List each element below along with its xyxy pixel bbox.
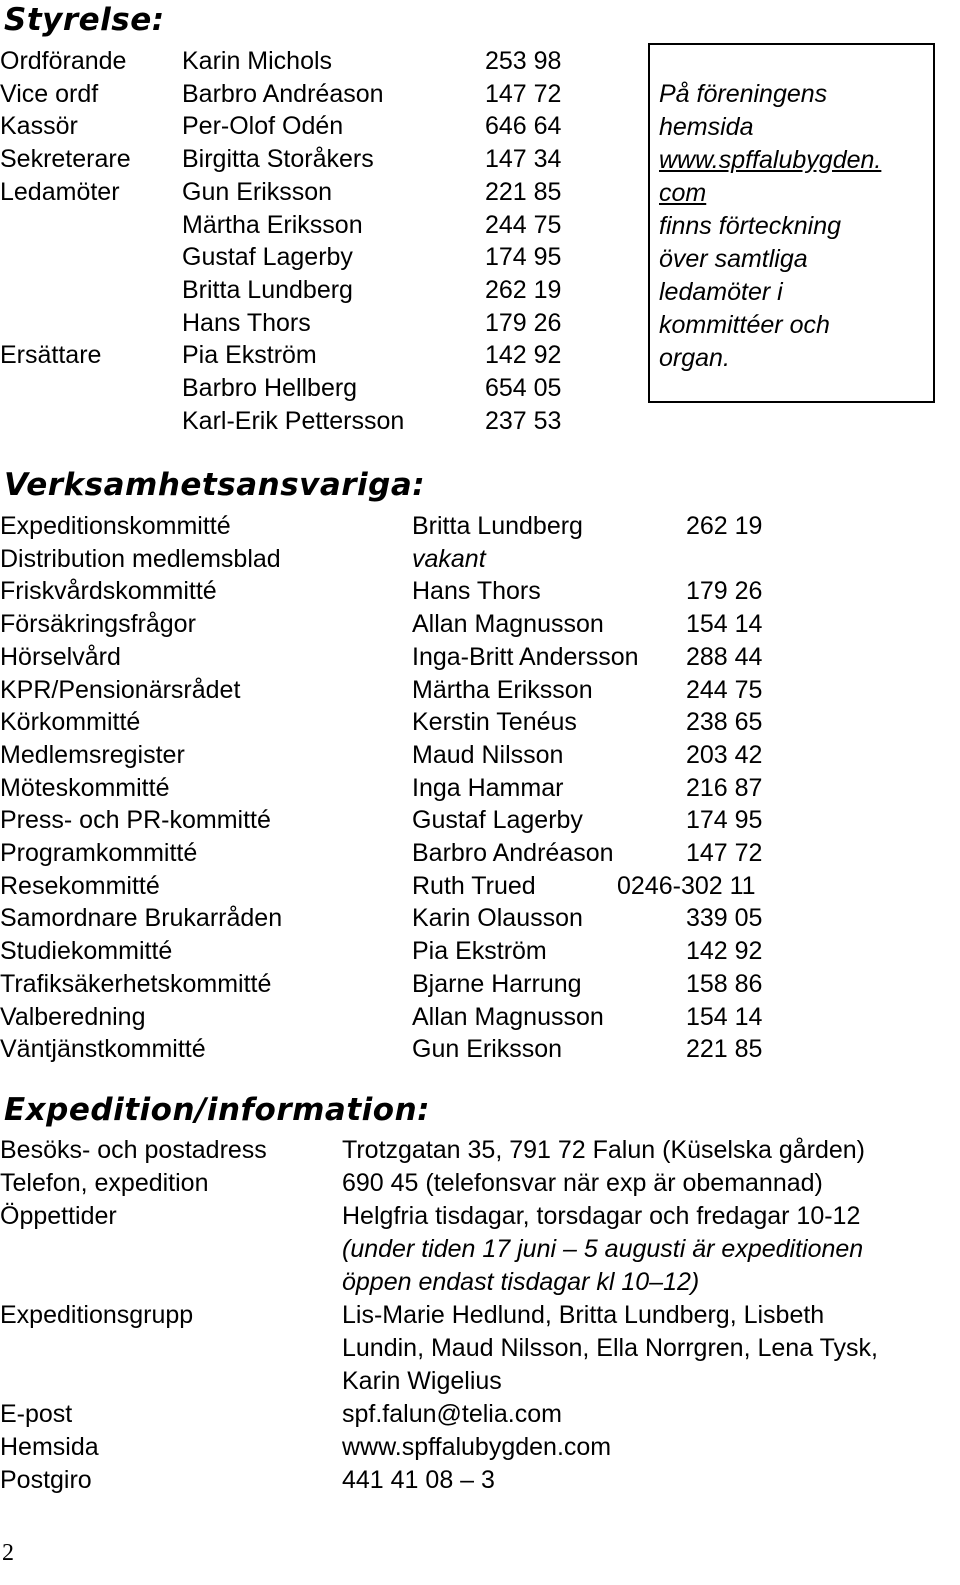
board-phone: 147 72	[485, 79, 562, 108]
committee-person: Inga Hammar	[412, 773, 564, 802]
board-name: Per-Olof Odén	[182, 112, 344, 141]
info-line: organ.	[659, 344, 730, 372]
committee-area: Trafiksäkerhetskommitté	[0, 969, 272, 998]
board-name: Barbro Andréason	[182, 79, 384, 108]
committee-phone: 154 14	[686, 1002, 763, 1031]
committee-phone: 221 85	[686, 1035, 763, 1064]
board-name: Birgitta Storåkers	[182, 145, 374, 174]
website-link-part1[interactable]: www.spffalubygden.	[659, 146, 882, 174]
committee-area: Valberedning	[0, 1002, 146, 1031]
committee-area: Studiekommitté	[0, 937, 173, 966]
giro-value: 441 41 08 – 3	[342, 1466, 495, 1494]
committee-person: Britta Lundberg	[412, 512, 583, 540]
committee-person: Hans Thors	[412, 577, 541, 606]
board-phone: 262 19	[485, 275, 562, 304]
board-phone: 174 95	[485, 243, 562, 272]
committee-area: Möteskommitté	[0, 773, 170, 802]
committee-person: Gun Eriksson	[412, 1035, 563, 1064]
committee-phone: 244 75	[686, 675, 763, 704]
committee-area: Press- och PR-kommitté	[0, 806, 271, 835]
committee-area: Försäkringsfrågor	[0, 610, 196, 639]
committee-area: Distribution medlemsblad	[0, 544, 281, 573]
group-members: Lundin, Maud Nilsson, Ella Norrgren, Lena Tysk,	[342, 1334, 878, 1362]
committee-area: Programkommitté	[0, 839, 198, 867]
website-link-part2[interactable]: com	[659, 179, 707, 207]
committee-phone: 262 19	[686, 512, 763, 540]
board-name: Märtha Eriksson	[182, 210, 363, 239]
committee-phone: 238 65	[686, 708, 763, 737]
committee-area: Körkommitté	[0, 708, 141, 737]
board-role: Vice ordf	[0, 79, 99, 108]
board-name: Hans Thors	[182, 308, 311, 337]
committee-person: Märtha Eriksson	[412, 675, 593, 704]
giro-label: Postgiro	[0, 1466, 92, 1494]
committee-person: Kerstin Tenéus	[412, 708, 577, 737]
committee-person: Allan Magnusson	[412, 1002, 604, 1031]
page-number: 2	[2, 1540, 14, 1566]
committee-phone: 288 44	[686, 642, 763, 671]
info-box	[648, 43, 935, 403]
hours-value: Helgfria tisdagar, torsdagar och fredagar 10-12	[342, 1202, 861, 1230]
committee-person: Maud Nilsson	[412, 740, 564, 769]
committee-phone: 158 86	[686, 969, 763, 998]
committee-area: Expeditionskommitté	[0, 512, 231, 540]
board-name: Gun Eriksson	[182, 177, 333, 206]
section-heading-expedition: Expedition/information:	[4, 1092, 431, 1128]
committee-phone: 154 14	[686, 610, 763, 639]
board-phone: 654 05	[485, 374, 562, 402]
section-heading-verksamhetsansvariga: Verksamhetsansvariga:	[4, 467, 426, 503]
address-value: Trotzgatan 35, 791 72 Falun (Küselska gården)	[342, 1136, 865, 1164]
email-link[interactable]: spf.falun@telia.com	[342, 1400, 562, 1428]
section-heading-styrelse: Styrelse:	[4, 2, 165, 38]
info-line: över samtliga	[659, 245, 808, 273]
hours-label: Öppettider	[0, 1202, 117, 1230]
board-name: Pia Ekström	[182, 341, 317, 370]
committee-area: Väntjänstkommitté	[0, 1035, 206, 1064]
phone-label: Telefon, expedition	[0, 1169, 209, 1197]
group-members: Lis-Marie Hedlund, Britta Lundberg, Lisbeth	[342, 1301, 825, 1329]
board-role: Ordförande	[0, 47, 127, 75]
board-phone: 142 92	[485, 341, 562, 370]
group-members: Karin Wigelius	[342, 1367, 502, 1395]
info-line: ledamöter i	[659, 278, 783, 306]
web-link[interactable]: www.spffalubygden.com	[342, 1433, 612, 1461]
committee-person: Allan Magnusson	[412, 610, 604, 639]
board-name: Gustaf Lagerby	[182, 243, 353, 272]
committee-area: Hörselvård	[0, 642, 121, 671]
board-phone: 646 64	[485, 112, 562, 141]
committee-person: Gustaf Lagerby	[412, 806, 583, 835]
board-phone: 244 75	[485, 210, 562, 239]
committee-area: Samordnare Brukarråden	[0, 904, 283, 933]
hours-note: öppen endast tisdagar kl 10–12)	[342, 1268, 700, 1296]
committee-person: Inga-Britt Andersson	[412, 642, 639, 671]
hours-note: (under tiden 17 juni – 5 augusti är expeditionen	[342, 1235, 864, 1263]
board-name: Karl-Erik Pettersson	[182, 406, 405, 435]
web-label: Hemsida	[0, 1433, 99, 1461]
board-name: Karin Michols	[182, 47, 333, 75]
committee-area: Resekommitté	[0, 871, 160, 900]
committee-phone: 216 87	[686, 773, 763, 802]
info-line: På föreningens	[659, 80, 828, 108]
committee-person: Pia Ekström	[412, 937, 547, 966]
group-label: Expeditionsgrupp	[0, 1301, 194, 1329]
committee-person: Ruth Trued	[412, 871, 536, 900]
address-label: Besöks- och postadress	[0, 1136, 267, 1164]
info-line: hemsida	[659, 113, 754, 141]
committee-person: Barbro Andréason	[412, 839, 614, 867]
committee-phone: 142 92	[686, 937, 763, 966]
board-phone: 147 34	[485, 145, 562, 174]
committee-person: vakant	[412, 544, 486, 573]
board-role: Sekreterare	[0, 145, 131, 174]
committee-phone: 0246-302 11	[617, 871, 756, 900]
committee-person: Karin Olausson	[412, 904, 583, 933]
board-name: Britta Lundberg	[182, 275, 353, 304]
info-line: kommittéer och	[659, 311, 830, 339]
board-name: Barbro Hellberg	[182, 374, 358, 402]
board-role: Ersättare	[0, 341, 102, 370]
email-label: E-post	[0, 1400, 73, 1428]
board-phone: 221 85	[485, 177, 562, 206]
board-phone: 253 98	[485, 47, 562, 75]
phone-value: 690 45 (telefonsvar när exp är obemannad)	[342, 1169, 823, 1197]
info-line: finns förteckning	[659, 212, 842, 240]
committee-phone: 179 26	[686, 577, 763, 606]
committee-phone: 147 72	[686, 839, 763, 867]
committee-area: Medlemsregister	[0, 740, 185, 769]
committee-phone: 174 95	[686, 806, 763, 835]
committee-phone: 203 42	[686, 740, 763, 769]
board-role: Kassör	[0, 112, 78, 141]
board-phone: 237 53	[485, 406, 562, 435]
board-phone: 179 26	[485, 308, 562, 337]
committee-area: Friskvårdskommitté	[0, 577, 217, 606]
committee-person: Bjarne Harrung	[412, 969, 582, 998]
board-role: Ledamöter	[0, 177, 120, 206]
committee-phone: 339 05	[686, 904, 763, 933]
committee-area: KPR/Pensionärsrådet	[0, 675, 241, 704]
